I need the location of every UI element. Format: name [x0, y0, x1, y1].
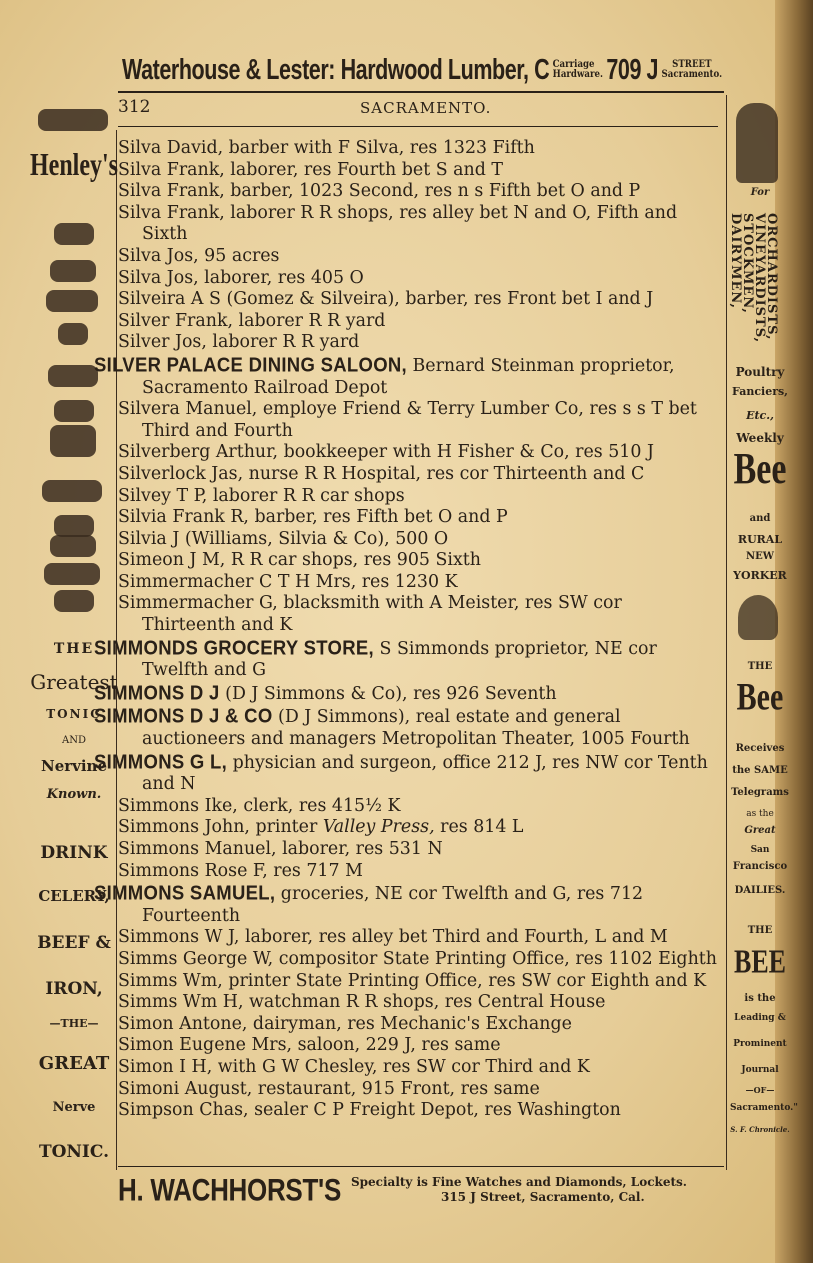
directory-entry	[94, 880, 718, 927]
right-ad-rural: RURAL	[737, 533, 783, 546]
entry-bold-name: SILVER PALACE DINING SALOON,	[94, 352, 407, 377]
entry-text: Simon Antone, dairyman, res Mechanic's Exchange	[118, 1013, 572, 1034]
entry-italic-text: Valley Press,	[322, 817, 435, 838]
header-ad-city: Sacramento.	[661, 69, 723, 80]
page-number: 312	[118, 97, 151, 117]
right-ad-as-the: as the	[746, 809, 774, 819]
directory-entry	[118, 550, 718, 572]
entry-tail-text: res 814 L	[434, 817, 524, 838]
entry-text: Simon Eugene Mrs, saloon, 229 J, res same	[118, 1035, 501, 1056]
directory-entry	[94, 352, 718, 399]
ornament-icon	[54, 515, 94, 537]
ornament-icon	[38, 109, 108, 131]
directory-entry	[118, 1035, 718, 1057]
right-ad-receives: Receives	[735, 743, 785, 754]
entry-text: Simmons John, printer	[118, 817, 323, 838]
right-ad-bee: Bee	[733, 445, 787, 494]
directory-entry	[118, 1100, 718, 1122]
header-ad-firm: Waterhouse & Lester: Hardwood Lumber, C	[122, 53, 550, 86]
directory-entry	[118, 1014, 718, 1036]
directory-entry	[118, 796, 718, 818]
header-ad-carriage-hardware	[553, 60, 603, 80]
directory-entry	[118, 138, 718, 160]
entry-text: Silvera Manuel, employe Friend & Terry Lumber Co, res s s T bet Third and Fourth	[118, 399, 697, 441]
right-ad-for: For	[750, 187, 770, 198]
directory-entry	[118, 181, 718, 203]
right-ad-vertical-4: DAIRYMEN,	[728, 213, 743, 310]
right-ad-leading: Leading &	[734, 1013, 786, 1023]
running-head-rule	[118, 126, 718, 127]
left-ad-the: THE	[53, 641, 95, 657]
footer-ad-details	[351, 1175, 687, 1205]
directory-entry	[118, 289, 718, 311]
right-ad-poultry: Poultry	[735, 365, 785, 379]
directory-entry	[118, 861, 718, 883]
right-ad-the: THE	[747, 661, 773, 672]
ornament-icon	[48, 365, 98, 387]
left-ad-tonic: TONIC	[46, 707, 102, 721]
right-ad-bee-2: Bee	[736, 675, 784, 719]
left-ad-greatest: Greatest	[30, 670, 118, 694]
entry-text: Silvia Frank R, barber, res Fifth bet O and P	[118, 507, 508, 528]
entry-text: (D J Simmons & Co), res 926 Seventh	[219, 683, 557, 704]
right-ad-bee-3: BEE	[733, 942, 787, 981]
ornament-icon	[54, 223, 94, 245]
ornament-icon	[50, 425, 96, 457]
left-ad-known: Known.	[46, 787, 102, 802]
right-ad-dailies: DAILIES.	[734, 885, 786, 896]
entry-text: Simmons Ike, clerk, res 415½ K	[118, 795, 401, 816]
right-ad-francisco: Francisco	[732, 861, 788, 872]
entry-text: Simoni August, restaurant, 915 Front, res same	[118, 1078, 540, 1099]
entry-text: Silva David, barber with F Silva, res 1323 Fifth	[118, 138, 535, 158]
right-advertisement	[728, 95, 799, 1185]
right-ad-fanciers: Fanciers,	[731, 385, 789, 398]
ornament-icon	[50, 260, 96, 282]
directory-entry	[94, 749, 718, 796]
header-ad-hardware: Hardware.	[552, 69, 603, 80]
directory-entry	[118, 572, 718, 594]
entry-text: Silva Frank, laborer R R shops, res alley bet N and O, Fifth and Sixth	[118, 202, 678, 245]
header-ad-street: STREET	[672, 59, 712, 70]
entry-text: Simmons Rose F, res 717 M	[118, 860, 363, 881]
right-ad-chronicle: S. F. Chronicle.	[730, 1125, 790, 1134]
entry-text: Simms Wm, printer State Printing Office, res SW cor Eighth and K	[118, 970, 707, 991]
left-ad-great: GREAT	[38, 1053, 110, 1074]
directory-entry	[118, 839, 718, 861]
directory-entry	[118, 311, 718, 333]
right-ad-new: NEW	[746, 551, 774, 562]
entry-text: Silvia J (Williams, Silvia & Co), 500 O	[118, 528, 449, 549]
directory-entry	[118, 486, 718, 508]
right-ad-yorker: YORKER	[733, 569, 787, 582]
footer-ad-name: H. WACHHORST'S	[118, 1171, 341, 1208]
entry-bold-name: SIMMONS G L,	[94, 749, 228, 773]
left-ad-tonic-2: TONIC.	[38, 1142, 110, 1162]
right-ad-vertical-3: STOCKMEN,	[740, 213, 755, 314]
entry-text: Silverberg Arthur, bookkeeper with H Fisher & Co, res 510 J	[118, 442, 654, 463]
left-ad-and: AND	[62, 735, 86, 746]
right-ad-of: —OF—	[745, 1085, 775, 1095]
directory-entry	[118, 593, 718, 636]
right-ad-great: Great	[744, 825, 776, 836]
left-ad-iron: IRON,	[45, 979, 103, 999]
entry-text: Silva Jos, 95 acres	[118, 245, 280, 266]
right-column-rule	[726, 95, 727, 1170]
ornament-icon	[58, 323, 88, 345]
directory-entry	[118, 817, 718, 839]
footer-ad-line-1: Specialty is Fine Watches and Diamonds, Lockets.	[350, 1175, 687, 1189]
entry-text: Simms George W, compositor State Printing Office, res 1102 Eighth	[118, 948, 717, 969]
entry-bold-name: SIMMONS SAMUEL,	[94, 880, 276, 905]
entry-text: Silva Frank, barber, 1023 Second, res n s Fifth bet O and P	[118, 181, 641, 202]
entry-text: Simmermacher C T H Mrs, res 1230 K	[118, 571, 458, 592]
right-ad-vertical-1: ORCHARDISTS,	[764, 213, 779, 341]
ornament-icon	[50, 535, 96, 557]
directory-entry	[118, 1057, 718, 1079]
left-ad-nervine: Nervine	[40, 757, 108, 775]
entry-text: Simeon J M, R R car shops, res 905 Sixth	[118, 550, 481, 571]
directory-entries	[94, 138, 718, 1122]
ornament-icon	[44, 563, 100, 585]
right-ad-is-the: is the	[744, 993, 776, 1004]
bird-icon	[738, 595, 778, 640]
directory-entry	[94, 635, 718, 682]
right-ad-etc: Etc.,	[746, 409, 774, 422]
left-ad-the-2: —THE—	[49, 1017, 99, 1030]
running-head: SACRAMENTO.	[360, 99, 492, 117]
entry-bold-name: SIMMONDS GROCERY STORE,	[94, 635, 374, 659]
directory-entry	[118, 332, 718, 354]
right-ad-journal: Journal	[741, 1065, 779, 1075]
left-ad-celery: CELERY,	[38, 887, 110, 905]
entry-text: (D J Simmons), real estate and general auctioneers and managers Metropolitan Theater, 1005 Fourth	[142, 707, 690, 750]
entry-text: physician and surgeon, office 212 J, res NW cor Tenth and N	[142, 752, 708, 795]
footer-ad-line-2: 315 J Street, Sacramento, Cal.	[440, 1190, 645, 1204]
entry-text: Bernard Steinman proprietor, Sacramento Railroad Depot	[142, 355, 675, 398]
entry-text: Silveira A S (Gomez & Silveira), barber, res Front bet I and J	[118, 289, 654, 310]
header-advertisement	[122, 52, 723, 88]
right-ad-prominent: Prominent	[733, 1039, 787, 1049]
ornament-icon	[54, 400, 94, 422]
right-ad-san: San	[750, 845, 770, 855]
right-ad-the-same: the SAME	[732, 765, 788, 776]
directory-entry	[118, 529, 718, 551]
directory-entry	[118, 507, 718, 529]
directory-entry	[94, 680, 718, 706]
entry-text: groceries, NE cor Twelfth and G, res 712 Fourteenth	[142, 884, 644, 926]
left-ad-nerve: Nerve	[52, 1100, 96, 1115]
entry-bold-name: SIMMONS D J & CO	[94, 704, 273, 728]
entry-text: Silva Jos, laborer, res 405 O	[118, 267, 364, 288]
rooster-icon	[736, 103, 778, 183]
footer-rule	[118, 1166, 724, 1167]
entry-bold-name: SIMMONS D J	[94, 680, 220, 705]
entry-text: Simpson Chas, sealer C P Freight Depot, res Washington	[118, 1100, 621, 1121]
directory-entry	[118, 992, 718, 1014]
entry-text: Silver Frank, laborer R R yard	[118, 310, 386, 331]
directory-entry	[118, 268, 718, 290]
header-ad-carriage: Carriage	[552, 59, 595, 70]
directory-entry	[118, 949, 718, 971]
ornament-icon	[54, 590, 94, 612]
entry-text: Simon I H, with G W Chesley, res SW cor Third and K	[118, 1056, 590, 1077]
right-ad-telegrams: Telegrams	[731, 787, 789, 798]
directory-entry	[118, 464, 718, 486]
right-ad-sacramento: Sacramento."	[730, 1103, 799, 1113]
entry-text: Simmermacher G, blacksmith with A Meister, res SW cor Thirteenth and K	[118, 593, 622, 636]
left-ad-drink: DRINK	[40, 843, 108, 863]
directory-entry	[118, 442, 718, 464]
entry-text: Silver Jos, laborer R R yard	[118, 332, 360, 353]
right-ad-the-2: THE	[747, 925, 773, 936]
right-ad-vertical-2: VINEYARDISTS,	[752, 213, 767, 344]
ornament-icon	[42, 480, 102, 502]
right-ad-and: and	[749, 513, 771, 524]
entry-text: Simmons W J, laborer, res alley bet Third and Fourth, L and M	[118, 927, 668, 948]
entry-text: Simms Wm H, watchman R R shops, res Central House	[118, 992, 606, 1013]
entry-text: S Simmonds proprietor, NE cor Twelfth and G	[142, 638, 657, 681]
directory-entry	[118, 927, 718, 949]
header-ad-street-city	[662, 60, 723, 80]
directory-entry	[118, 160, 718, 182]
header-rule	[118, 91, 724, 93]
entry-text: Silvey T P, laborer R R car shops	[118, 485, 405, 506]
entry-text: Silva Frank, laborer, res Fourth bet S and T	[118, 159, 503, 180]
entry-text: Silverlock Jas, nurse R R Hospital, res cor Thirteenth and C	[118, 463, 645, 484]
footer-advertisement	[118, 1172, 718, 1208]
header-ad-number: 709 J	[606, 53, 659, 86]
entry-text: Simmons Manuel, laborer, res 531 N	[118, 839, 443, 859]
directory-entry	[94, 704, 718, 750]
directory-entry	[118, 1079, 718, 1101]
directory-entry	[118, 246, 718, 268]
left-ad-beef: BEEF &	[37, 933, 111, 953]
ornament-icon	[46, 290, 98, 312]
left-ad-brand: Henley's	[30, 148, 118, 183]
right-ad-weekly: Weekly	[736, 431, 784, 445]
directory-entry	[118, 399, 718, 442]
directory-entry	[118, 203, 718, 246]
directory-entry	[118, 971, 718, 993]
left-advertisement	[28, 95, 120, 1170]
